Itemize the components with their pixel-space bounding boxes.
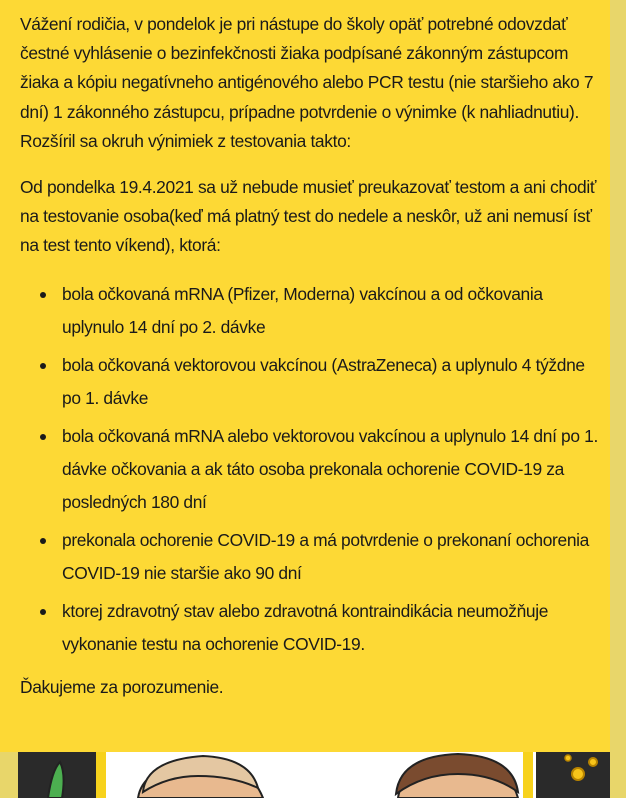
cartoon-illustration bbox=[18, 752, 610, 798]
bullet-icon bbox=[40, 609, 46, 615]
exemption-list bbox=[20, 278, 604, 661]
intro-paragraph: Vážení rodičia, v pondelok je pri nástupe do školy opäť potrebné odovzdať čestné vyhlásenie o bezinfekčnosti žiaka podpísané zákonným zástupcom žiaka a kópiu negatívneho antigénového alebo PCR testu (nie staršieho ako 7 dní) 1 zákonného zástupcu, prípadne potvrdenie o výnimke (k nahliadnutiu). Rozšíril sa okruh výnimiek z testovania takto: bbox=[20, 14, 594, 151]
list-item-text: bola očkovaná vektorovou vakcínou (AstraZeneca) a uplynulo 4 týždne po 1. dávke bbox=[62, 354, 585, 408]
list-item bbox=[40, 595, 604, 661]
page-edge bbox=[610, 0, 626, 798]
thanks-text: Ďakujeme za porozumenie. bbox=[20, 676, 224, 697]
bullet-icon bbox=[40, 538, 46, 544]
list-item bbox=[40, 420, 604, 519]
list-item-text: bola očkovaná mRNA (Pfizer, Moderna) vakcínou a od očkovania uplynulo 14 dní po 2. dávke bbox=[62, 283, 543, 337]
list-item-text: ktorej zdravotný stav alebo zdravotná kontraindikácia neumožňuje vykonanie testu na ochorenie COVID-19. bbox=[62, 600, 549, 654]
list-item bbox=[40, 349, 604, 415]
list-item bbox=[40, 524, 604, 590]
bullet-icon bbox=[40, 292, 46, 298]
list-item-text: prekonala ochorenie COVID-19 a má potvrdenie o prekonaní ochorenia COVID-19 nie staršie ako 90 dní bbox=[62, 529, 589, 583]
bullet-icon bbox=[40, 434, 46, 440]
list-item bbox=[40, 278, 604, 344]
bullet-icon bbox=[40, 363, 46, 369]
cartoon-children-icon bbox=[18, 752, 610, 798]
exemption-paragraph: Od pondelka 19.4.2021 sa už nebude musieť preukazovať testom a ani chodiť na testovanie osoba(keď má platný test do nedele a neskôr, už ani nemusí ísť na test tento víkend), ktorá: bbox=[20, 177, 597, 256]
list-item-text: bola očkovaná mRNA alebo vektorovou vakcínou a uplynulo 14 dní po 1. dávke očkovania a ak táto osoba prekonala ochorenie COVID-19 za posledných 180 dní bbox=[62, 425, 598, 512]
